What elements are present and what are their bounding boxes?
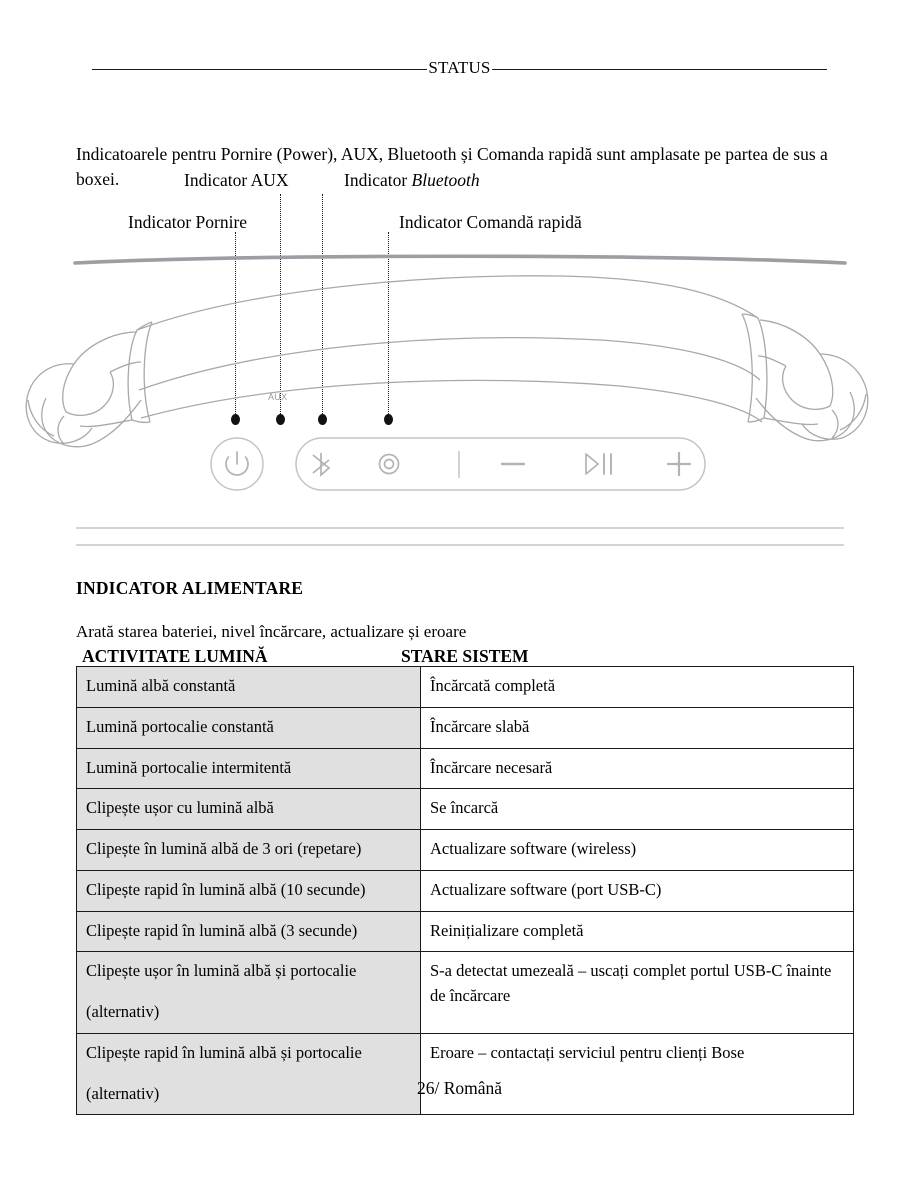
header-rule-right [492,69,827,70]
table-row [77,870,854,911]
table-row [77,667,854,708]
cell-state [421,1033,854,1115]
table-row [77,952,854,1034]
cell-activity [77,1033,421,1115]
cell-state-text: Se încarcă [430,798,499,818]
cell-state [421,911,854,952]
play-pause-icon [586,454,611,474]
cell-state [421,952,854,1034]
cell-state-text: Actualizare software (port USB-C) [430,879,662,899]
cell-state-text: Încărcare slabă [430,716,530,736]
volume-up-icon [668,453,690,475]
left-collar-bottom-cap [132,420,150,422]
cell-state [421,870,854,911]
cell-activity [77,748,421,789]
cell-activity-text: Clipește ușor în lumină albă și portocalie [86,961,357,981]
cell-state [421,748,854,789]
cell-activity [77,789,421,830]
column-heading-state: STARE SISTEM [401,646,529,666]
section-divider-bottom [76,544,844,546]
cell-activity-text: Clipește rapid în lumină albă (3 secunde) [86,920,358,940]
right-loop-crease [832,410,838,438]
column-heading-activity: ACTIVITATE LUMINĂ [82,646,268,666]
table-row [77,748,854,789]
left-loop-edge-b [48,400,141,447]
cell-activity [77,870,421,911]
status-table-body [77,667,854,1115]
cell-activity [77,667,421,708]
cell-activity-text: Lumină albă constantă [86,676,236,695]
page-title: STATUS [428,58,491,77]
status-table [76,666,854,1115]
header-rule-left [92,69,427,70]
cell-activity-text-secondary: (alternativ) [86,1083,160,1103]
cell-activity [77,952,421,1034]
page-footer: 26/ Română [416,1078,503,1098]
cell-activity-text: Clipește rapid în lumină albă (10 secunde) [86,879,366,899]
left-strap-upper [63,332,137,412]
cell-state [421,830,854,871]
body-upper-seam [139,338,760,390]
cell-state [421,789,854,830]
cell-activity [77,830,421,871]
section-divider-top [76,527,844,529]
speaker-svg [0,240,919,505]
control-pill-outline [296,438,705,490]
section-heading: INDICATOR ALIMENTARE [76,577,304,598]
cell-activity-text: Lumină portocalie constantă [86,716,274,736]
cell-activity-text: Lumină portocalie intermitentă [86,757,292,777]
callout-bluetooth-prefix: Indicator [344,170,412,190]
callout-label-bluetooth [344,170,480,191]
left-loop-inner-tail [110,362,141,372]
cell-state [421,667,854,708]
cell-activity-text: Clipește în lumină albă de 3 ori (repetare) [86,839,362,858]
cell-state-text: Încărcată completă [430,676,556,695]
cell-state-text: Reinițializare completă [430,920,584,940]
cell-state-text: S-a detectat umezeală – uscați complet portul USB-C înainte de încărcare [430,961,832,1005]
cell-activity [77,707,421,748]
left-loop-inner-shadow [28,400,54,436]
section-subtitle: Arată starea bateriei, nivel încărcare, actualizare și eroare [76,622,467,641]
cell-activity [77,911,421,952]
table-row [77,830,854,871]
callout-label-power: Indicator Pornire [128,212,248,232]
cell-state [421,707,854,748]
table-row [77,789,854,830]
cell-state-text: Încărcare necesară [430,757,553,777]
cell-activity-text-secondary: (alternativ) [86,1002,160,1021]
right-loop-inner-arc [783,366,830,409]
bluetooth-icon [313,453,329,475]
cell-activity-text: Clipește ușor cu lumină albă [86,798,274,818]
right-loop-inner-tail [758,356,786,366]
left-loop-crease [58,416,64,444]
table-row [77,911,854,952]
callout-bluetooth-word: Bluetooth [411,170,480,190]
right-collar-inner [742,314,752,422]
speaker-top-band [75,256,845,263]
left-loop-inner-arc [66,372,113,415]
right-strap-upper [760,320,833,406]
callout-label-quick-command: Indicator Comandă rapidă [399,212,582,232]
left-collar-inner [144,322,152,422]
cell-state-text: Actualizare software (wireless) [430,839,637,858]
cell-state-text: Eroare – contactați serviciul pentru clienți Bose [430,1042,745,1062]
speaker-illustration [0,240,919,505]
table-row [77,707,854,748]
multifunction-icon [380,455,399,474]
body-lower-seam [141,380,762,422]
left-loop-outer [26,364,74,442]
table-row [77,1033,854,1115]
power-icon [226,452,248,475]
page-header [0,58,919,78]
callout-label-aux: Indicator AUX [184,170,289,190]
aux-port-label: AUX [268,392,288,402]
body-top-edge [137,276,758,330]
intro-paragraph: Indicatoarele pentru Pornire (Power), AUX, Bluetooth și Comanda rapidă sunt amplasate pe partea de sus a boxei. [76,143,828,189]
cell-activity-text: Clipește rapid în lumină albă și portocalie [86,1042,362,1062]
right-strap-lower-edge [764,418,818,425]
